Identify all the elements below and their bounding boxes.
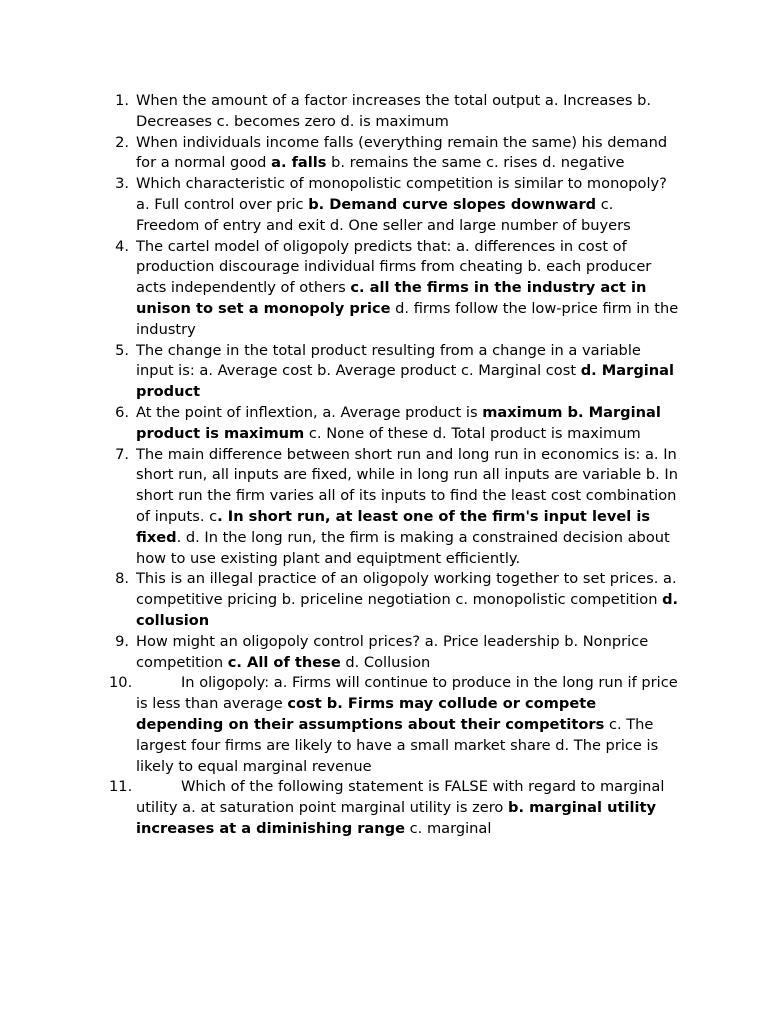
- question-text: When individuals income falls (everything remain the same) his demand for a normal good: [136, 133, 668, 172]
- question-number: 4.: [115, 237, 129, 255]
- question-item: [109, 673, 681, 777]
- question-text: When the amount of a factor increases the total output a. Increases b. Decreases c. becomes zero d. is maximum: [136, 92, 652, 130]
- question-text: c. marginal: [405, 819, 492, 837]
- question-text: c. The largest four firms are likely to have a small market share d. The price is likely to equal marginal revenue: [136, 715, 659, 775]
- question-item: [115, 341, 681, 403]
- question-text: Which characteristic of monopolistic competition is similar to monopoly? a. Full control over pric: [136, 175, 667, 213]
- question-text: In oligopoly: a. Firms will continue to produce in the long run if price is less than average: [136, 674, 678, 713]
- question-text: This is an illegal practice of an oligopoly working together to set prices. a. competitive pricing b. priceline negotiation c. monopolistic competition: [136, 570, 677, 609]
- question-number: 10.: [109, 674, 133, 692]
- question-text: d. firms follow the low-price firm in the industry: [136, 299, 679, 338]
- question-number: 11.: [109, 778, 133, 796]
- question-text: b. remains the same c. rises d. negative: [326, 154, 625, 172]
- question-text: The cartel model of oligopoly predicts that: a. differences in cost of production discourage individual firms from cheating b. each producer acts independently of others: [136, 237, 652, 297]
- question-item: [115, 632, 681, 674]
- question-number: 3.: [115, 175, 129, 193]
- answer-highlight: maximum b. Marginal product is maximum: [136, 403, 661, 442]
- answer-highlight: . In short run, at least one of the firm's input level is fixed: [136, 507, 651, 546]
- question-text: The change in the total product resulting from a change in a variable input is: a. Average cost b. Average product c. Marginal cost: [136, 341, 641, 380]
- question-item: [115, 237, 681, 341]
- question-text: c. None of these d. Total product is maximum: [304, 424, 641, 442]
- answer-highlight: a. falls: [271, 154, 327, 172]
- question-number: 5.: [115, 341, 129, 359]
- question-text: Which of the following statement is FALSE with regard to marginal utility a. at saturation point marginal utility is zero: [136, 778, 665, 817]
- question-number: 8.: [115, 570, 129, 588]
- question-number: 2.: [115, 133, 129, 151]
- answer-highlight: d. Marginal product: [136, 362, 675, 401]
- question-text: How might an oligopoly control prices? a. Price leadership b. Nonprice competition: [136, 632, 649, 671]
- question-number: 9.: [115, 632, 129, 650]
- question-item: [115, 569, 681, 631]
- question-item: [115, 174, 681, 236]
- question-text: . d. In the long run, the firm is making a constrained decision about how to use existing plant and equiptment efficiently.: [136, 528, 670, 567]
- question-list: [109, 91, 681, 840]
- answer-highlight: d. collusion: [136, 591, 679, 629]
- question-item: [115, 133, 681, 175]
- question-item: [115, 403, 681, 445]
- question-number: 6.: [115, 403, 129, 421]
- question-text: d. Collusion: [340, 653, 431, 671]
- answer-highlight: cost b. Firms may collude or compete depending on their assumptions about their competitors: [136, 695, 605, 733]
- question-number: 7.: [115, 445, 129, 463]
- answer-highlight: b. marginal utility increases at a diminishing range: [136, 799, 656, 837]
- question-text: The main difference between short run and long run in economics is: a. In short run, all inputs are fixed, while in long run all inputs are variable b. In short run the firm varies all of its inputs to find the least cost combination of inputs. c: [136, 445, 678, 525]
- question-number: 1.: [115, 92, 129, 109]
- question-item: [115, 91, 681, 133]
- answer-highlight: c. all the firms in the industry act in unison to set a monopoly price: [136, 279, 647, 317]
- answer-highlight: b. Demand curve slopes downward: [308, 195, 597, 213]
- question-item: [115, 445, 681, 570]
- question-text: At the point of inflextion, a. Average product is: [136, 403, 483, 421]
- question-text: c. Freedom of entry and exit d. One seller and large number of buyers: [136, 195, 631, 234]
- question-item: [109, 777, 681, 839]
- answer-highlight: c. All of these: [227, 653, 341, 671]
